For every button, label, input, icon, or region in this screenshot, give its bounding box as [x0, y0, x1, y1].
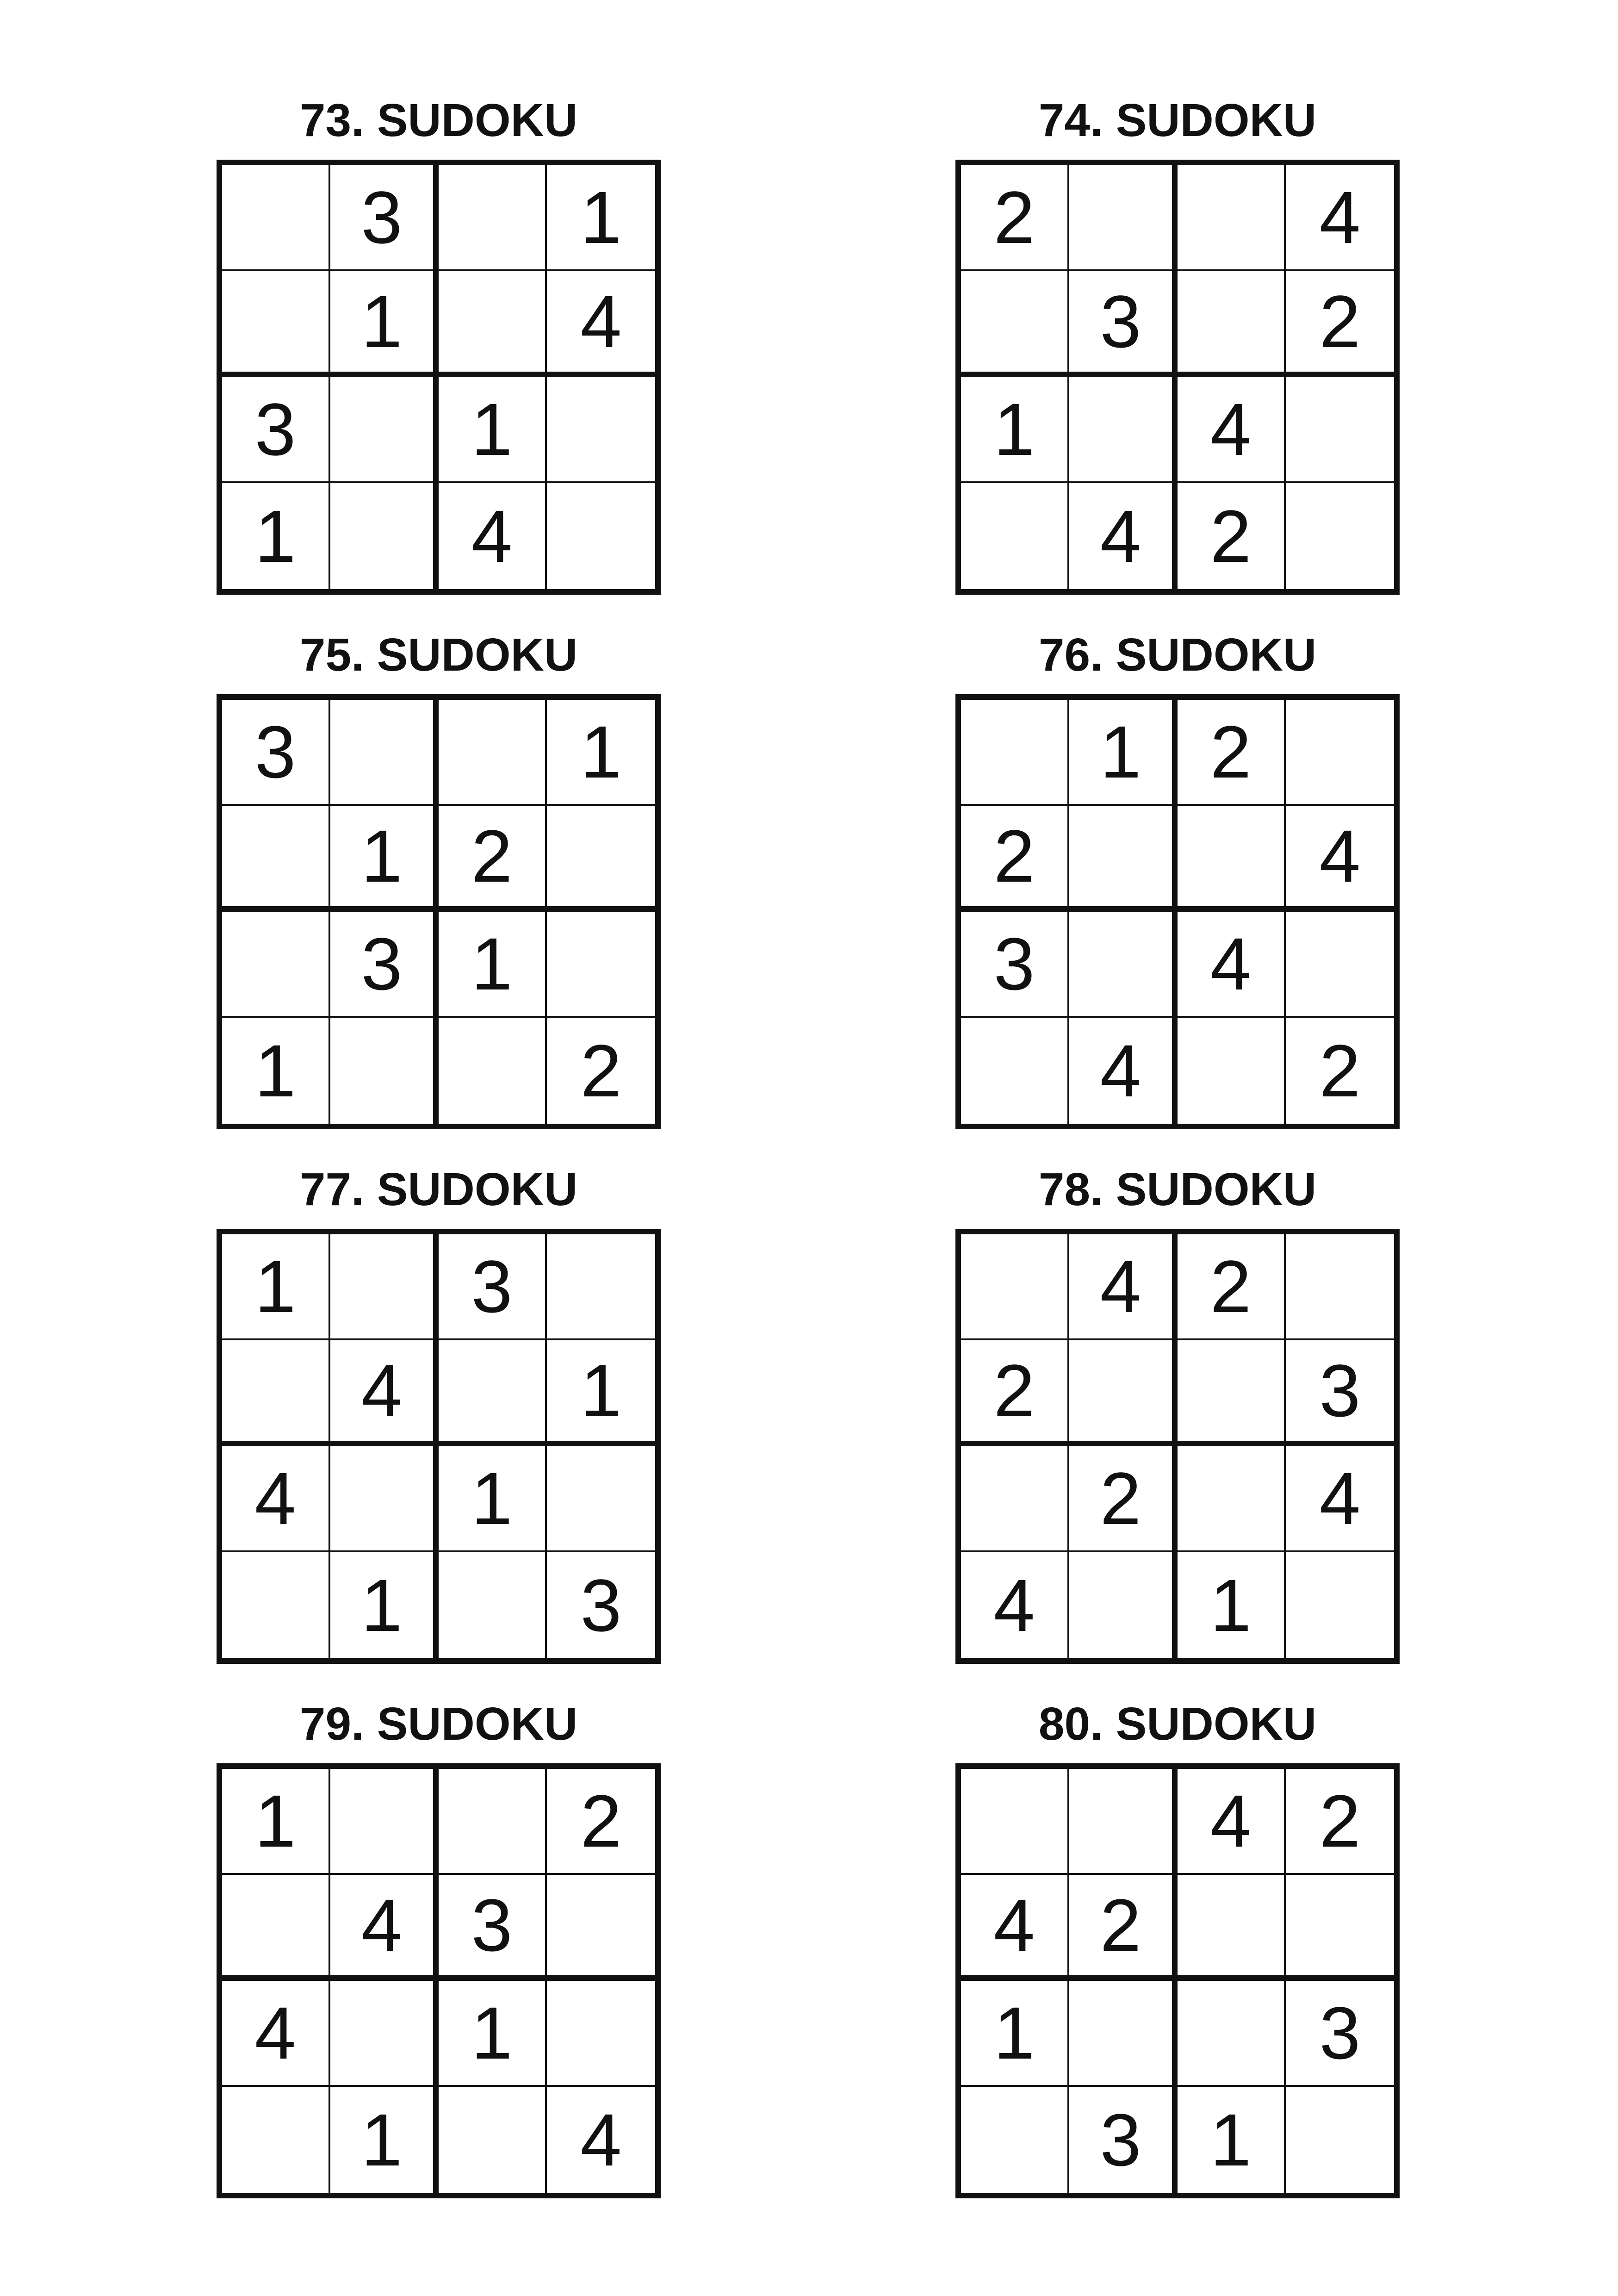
puzzle-title: 79. SUDOKU	[299, 1698, 578, 1750]
sudoku-cell[interactable]: 1	[222, 483, 330, 589]
sudoku-cell[interactable]	[1286, 2087, 1394, 2193]
sudoku-cell[interactable]: 3	[1286, 1981, 1394, 2087]
sudoku-cell[interactable]	[1178, 165, 1286, 271]
sudoku-cell[interactable]: 4	[580, 2098, 622, 2181]
sudoku-cell[interactable]	[1286, 1234, 1394, 1340]
sudoku-cell[interactable]	[1286, 1875, 1394, 1981]
sudoku-cell[interactable]	[1069, 1340, 1178, 1446]
sudoku-cell[interactable]: 2	[1069, 1446, 1178, 1552]
sudoku-cell[interactable]: 1	[547, 165, 655, 271]
sudoku-cell[interactable]: 1	[547, 1340, 655, 1446]
sudoku-cell[interactable]	[547, 1981, 655, 2087]
sudoku-cell[interactable]	[1286, 700, 1394, 806]
sudoku-cell[interactable]	[439, 2087, 547, 2193]
sudoku-cell[interactable]	[961, 1234, 1069, 1340]
sudoku-cell[interactable]	[961, 700, 1069, 806]
sudoku-cell[interactable]: 3	[439, 1234, 547, 1340]
sudoku-cell[interactable]	[222, 912, 330, 1018]
sudoku-cell[interactable]: 2	[1286, 271, 1394, 377]
sudoku-cell[interactable]	[547, 912, 655, 1018]
sudoku-cell[interactable]	[961, 271, 1069, 377]
sudoku-cell[interactable]: 1	[439, 377, 547, 483]
sudoku-cell[interactable]: 2	[1178, 700, 1286, 806]
sudoku-cell[interactable]: 4	[1178, 1769, 1286, 1875]
sudoku-cell[interactable]: 4	[1178, 377, 1286, 483]
puzzle-title: 75. SUDOKU	[299, 629, 578, 681]
sudoku-cell[interactable]: 1	[222, 1018, 330, 1124]
puzzle-title: 80. SUDOKU	[1038, 1698, 1317, 1750]
sudoku-cell[interactable]	[1069, 1981, 1178, 2087]
sudoku-cell[interactable]: 2	[1178, 483, 1286, 589]
sudoku-cell[interactable]	[961, 2087, 1069, 2193]
sudoku-cell[interactable]	[1178, 271, 1286, 377]
sudoku-cell[interactable]	[330, 1981, 439, 2087]
sudoku-cell[interactable]: 2	[547, 1769, 655, 1875]
sudoku-cell[interactable]	[330, 483, 439, 589]
puzzle-title: 76. SUDOKU	[1038, 629, 1317, 681]
sudoku-cell[interactable]	[222, 806, 330, 912]
sudoku-grid	[217, 1763, 661, 2198]
sudoku-cell[interactable]	[222, 2087, 330, 2193]
sudoku-cell[interactable]: 3	[1069, 271, 1178, 377]
puzzle-title: 78. SUDOKU	[1038, 1164, 1317, 1215]
sudoku-cell[interactable]	[439, 271, 547, 377]
puzzle-title: 77. SUDOKU	[299, 1164, 578, 1215]
sudoku-cell[interactable]	[1178, 1875, 1286, 1981]
sudoku-cell[interactable]	[1286, 483, 1394, 589]
sudoku-cell[interactable]: 4	[1178, 912, 1286, 1018]
sudoku-cell[interactable]	[330, 1769, 439, 1875]
sudoku-cell[interactable]	[1178, 806, 1286, 912]
sudoku-cell[interactable]	[961, 1446, 1069, 1552]
sudoku-cell[interactable]	[1069, 1552, 1178, 1658]
sudoku-cell[interactable]: 1	[439, 912, 547, 1018]
sudoku-cell[interactable]: 3	[961, 912, 1069, 1018]
sudoku-cell[interactable]	[547, 377, 655, 483]
sudoku-cell[interactable]	[222, 1875, 330, 1981]
sudoku-cell[interactable]	[439, 700, 547, 806]
sudoku-cell[interactable]: 2	[439, 806, 547, 912]
sudoku-cell[interactable]	[1178, 1018, 1286, 1124]
sudoku-cell[interactable]: 4	[222, 1981, 330, 2087]
sudoku-cell[interactable]	[1069, 806, 1178, 912]
sudoku-cell[interactable]: 4	[1286, 1446, 1394, 1552]
sudoku-cell[interactable]	[330, 1446, 439, 1552]
sudoku-cell[interactable]	[222, 1340, 330, 1446]
sudoku-cell[interactable]	[1286, 912, 1394, 1018]
sudoku-cell[interactable]: 4	[961, 1875, 1069, 1981]
sudoku-grid	[955, 694, 1400, 1129]
sudoku-cell[interactable]: 2	[580, 1029, 622, 1112]
sudoku-cell[interactable]	[961, 1769, 1069, 1875]
puzzle-title: 73. SUDOKU	[299, 94, 578, 146]
sudoku-grid	[955, 1763, 1400, 2198]
sudoku-cell[interactable]: 3	[1069, 2087, 1178, 2193]
sudoku-cell[interactable]: 4	[1069, 1018, 1178, 1124]
sudoku-cell[interactable]: 1	[222, 1234, 330, 1340]
sudoku-cell[interactable]	[439, 165, 547, 271]
sudoku-cell[interactable]	[439, 1340, 547, 1446]
sudoku-cell[interactable]: 4	[961, 1552, 1069, 1658]
sudoku-cell[interactable]	[547, 806, 655, 912]
sudoku-cell[interactable]: 2	[961, 165, 1069, 271]
sudoku-grid	[955, 160, 1400, 595]
sudoku-cell[interactable]: 2	[961, 1340, 1069, 1446]
sudoku-cell[interactable]	[330, 1234, 439, 1340]
sudoku-cell[interactable]: 1	[547, 700, 655, 806]
sudoku-cell[interactable]: 1	[330, 1552, 439, 1658]
sudoku-cell[interactable]: 4	[330, 1340, 439, 1446]
sudoku-cell[interactable]	[1069, 165, 1178, 271]
sudoku-cell[interactable]	[961, 483, 1069, 589]
sudoku-cell[interactable]: 3	[439, 1875, 547, 1981]
sudoku-grid	[217, 160, 661, 595]
sudoku-cell[interactable]: 4	[439, 483, 547, 589]
sudoku-cell[interactable]	[439, 1018, 547, 1124]
sudoku-cell[interactable]: 4	[547, 271, 655, 377]
sudoku-cell[interactable]	[961, 1018, 1069, 1124]
sudoku-cell[interactable]: 3	[1286, 1340, 1394, 1446]
sudoku-cell[interactable]: 3	[580, 1563, 622, 1647]
sudoku-cell[interactable]	[1286, 1552, 1394, 1658]
sudoku-cell[interactable]	[222, 1552, 330, 1658]
puzzle-title: 74. SUDOKU	[1038, 94, 1317, 146]
sudoku-cell[interactable]: 1	[1069, 700, 1178, 806]
sudoku-cell[interactable]: 1	[961, 1981, 1069, 2087]
sudoku-cell[interactable]: 1	[330, 806, 439, 912]
sudoku-cell[interactable]: 4	[1286, 165, 1394, 271]
sudoku-cell[interactable]: 2	[961, 806, 1069, 912]
sudoku-cell[interactable]	[1069, 1769, 1178, 1875]
sudoku-cell[interactable]: 1	[1178, 1552, 1286, 1658]
sudoku-cell[interactable]	[1178, 1340, 1286, 1446]
sudoku-cell[interactable]: 4	[1286, 806, 1394, 912]
sudoku-cell[interactable]	[330, 377, 439, 483]
sudoku-cell[interactable]: 4	[1069, 1234, 1178, 1340]
sudoku-cell[interactable]	[330, 700, 439, 806]
sudoku-cell[interactable]	[439, 1769, 547, 1875]
sudoku-cell[interactable]: 1	[330, 271, 439, 377]
sudoku-cell[interactable]: 1	[439, 1446, 547, 1552]
sudoku-grid	[217, 1229, 661, 1664]
sudoku-cell[interactable]: 2	[1178, 1234, 1286, 1340]
sudoku-cell[interactable]: 2	[1319, 1029, 1361, 1112]
sudoku-cell[interactable]	[1069, 912, 1178, 1018]
sudoku-cell[interactable]: 3	[222, 377, 330, 483]
sudoku-cell[interactable]	[1286, 377, 1394, 483]
sudoku-cell[interactable]	[1178, 1981, 1286, 2087]
sudoku-cell[interactable]	[1178, 1446, 1286, 1552]
sudoku-cell[interactable]: 3	[330, 912, 439, 1018]
sudoku-cell[interactable]: 4	[330, 1875, 439, 1981]
sudoku-cell[interactable]: 4	[222, 1446, 330, 1552]
sudoku-cell[interactable]	[330, 1018, 439, 1124]
sudoku-cell[interactable]: 1	[439, 1981, 547, 2087]
sudoku-cell[interactable]: 2	[1286, 1769, 1394, 1875]
sudoku-cell[interactable]: 1	[222, 1769, 330, 1875]
sudoku-cell[interactable]	[222, 271, 330, 377]
sudoku-cell[interactable]	[222, 165, 330, 271]
sudoku-grid	[955, 1229, 1400, 1664]
sudoku-cell[interactable]: 2	[1069, 1875, 1178, 1981]
sudoku-cell[interactable]: 3	[222, 700, 330, 806]
sudoku-cell[interactable]	[547, 1446, 655, 1552]
sudoku-cell[interactable]	[547, 1234, 655, 1340]
sudoku-cell[interactable]	[547, 483, 655, 589]
sudoku-cell[interactable]: 3	[330, 165, 439, 271]
sudoku-cell[interactable]: 1	[1178, 2087, 1286, 2193]
sudoku-cell[interactable]	[547, 1875, 655, 1981]
sudoku-cell[interactable]	[439, 1552, 547, 1658]
sudoku-grid	[217, 694, 661, 1129]
sudoku-cell[interactable]: 1	[330, 2087, 439, 2193]
sudoku-cell[interactable]	[1069, 377, 1178, 483]
sudoku-cell[interactable]: 1	[961, 377, 1069, 483]
sudoku-cell[interactable]: 4	[1069, 483, 1178, 589]
